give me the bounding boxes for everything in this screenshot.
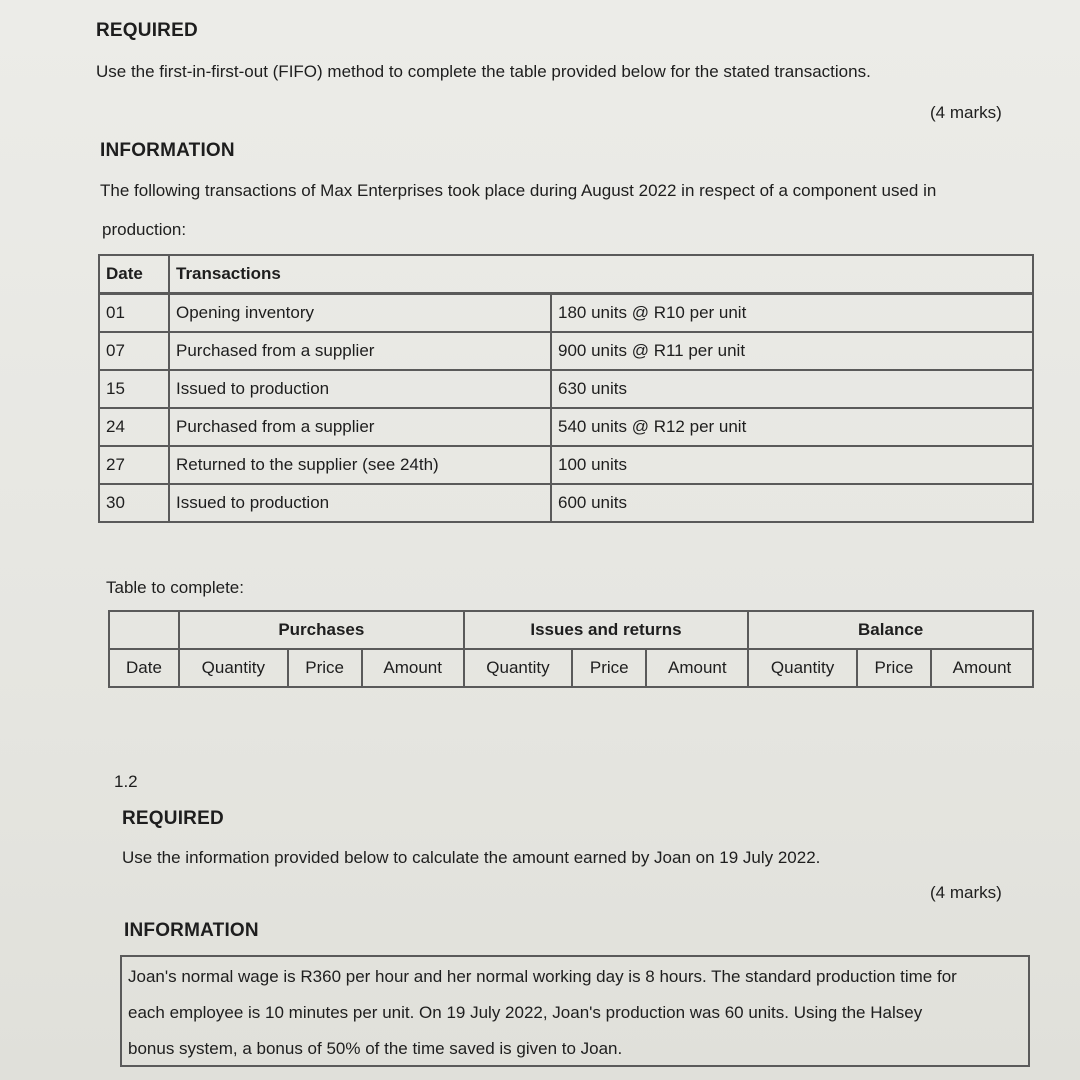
info-line1: Joan's normal wage is R360 per hour and her normal working day is 8 hours. The standard production time for bbox=[128, 967, 957, 986]
date-group-blank bbox=[109, 611, 179, 649]
row-date: 07 bbox=[99, 332, 169, 370]
row-date: 30 bbox=[99, 484, 169, 522]
intro-text-line2: production: bbox=[102, 220, 187, 239]
col-date: Date bbox=[109, 649, 179, 687]
fifo-instruction: Use the first-in-first-out (FIFO) method to complete the table provided below for the stated transactions. bbox=[96, 62, 871, 81]
row-detail: 180 units @ R10 per unit bbox=[551, 294, 1033, 333]
col-purchases-quantity: Quantity bbox=[179, 649, 288, 687]
row-detail: 600 units bbox=[551, 484, 1033, 522]
row-description: Returned to the supplier (see 24th) bbox=[169, 446, 551, 484]
group-issues-returns: Issues and returns bbox=[464, 611, 749, 649]
header-date: Date bbox=[99, 255, 169, 294]
row-detail: 630 units bbox=[551, 370, 1033, 408]
row-date: 01 bbox=[99, 294, 169, 333]
row-date: 24 bbox=[99, 408, 169, 446]
transactions-header-row bbox=[99, 255, 1033, 294]
joan-instruction: Use the information provided below to calculate the amount earned by Joan on 19 July 2022. bbox=[122, 848, 821, 867]
marks-label: (4 marks) bbox=[930, 103, 1002, 122]
transactions-table bbox=[98, 254, 1034, 523]
col-balance-amount: Amount bbox=[931, 649, 1033, 687]
group-header-row bbox=[109, 611, 1033, 649]
table-row bbox=[99, 446, 1033, 484]
fifo-table-to-complete bbox=[108, 610, 1034, 688]
info-line2: each employee is 10 minutes per unit. On 19 July 2022, Joan's production was 60 units. Using the Halsey bbox=[128, 1003, 923, 1022]
table-row bbox=[99, 370, 1033, 408]
row-description: Issued to production bbox=[169, 484, 551, 522]
joan-information-box bbox=[120, 955, 1030, 1067]
col-issues-amount: Amount bbox=[646, 649, 748, 687]
row-description: Opening inventory bbox=[169, 294, 551, 333]
col-purchases-amount: Amount bbox=[362, 649, 464, 687]
group-purchases: Purchases bbox=[179, 611, 464, 649]
intro-text-line1: The following transactions of Max Enterprises took place during August 2022 in respect of a component used in bbox=[100, 181, 937, 200]
row-detail: 540 units @ R12 per unit bbox=[551, 408, 1033, 446]
marks-label-2: (4 marks) bbox=[930, 883, 1002, 902]
row-detail: 100 units bbox=[551, 446, 1033, 484]
col-balance-quantity: Quantity bbox=[748, 649, 857, 687]
row-description: Issued to production bbox=[169, 370, 551, 408]
information-heading-2: INFORMATION bbox=[124, 920, 259, 941]
row-description: Purchased from a supplier bbox=[169, 408, 551, 446]
row-date: 27 bbox=[99, 446, 169, 484]
col-issues-quantity: Quantity bbox=[464, 649, 573, 687]
info-line3: bonus system, a bonus of 50% of the time saved is given to Joan. bbox=[128, 1039, 623, 1058]
row-detail: 900 units @ R11 per unit bbox=[551, 332, 1033, 370]
row-date: 15 bbox=[99, 370, 169, 408]
row-description: Purchased from a supplier bbox=[169, 332, 551, 370]
header-transactions: Transactions bbox=[169, 255, 1033, 294]
table-row bbox=[99, 484, 1033, 522]
table-row bbox=[99, 332, 1033, 370]
column-header-row bbox=[109, 649, 1033, 687]
group-balance: Balance bbox=[748, 611, 1033, 649]
table-to-complete-label: Table to complete: bbox=[106, 578, 244, 597]
col-balance-price: Price bbox=[857, 649, 931, 687]
table-row bbox=[99, 408, 1033, 446]
col-purchases-price: Price bbox=[288, 649, 362, 687]
information-heading: INFORMATION bbox=[100, 140, 235, 161]
required-heading: REQUIRED bbox=[96, 20, 198, 41]
question-number: 1.2 bbox=[114, 772, 138, 791]
table-row bbox=[99, 294, 1033, 333]
col-issues-price: Price bbox=[572, 649, 646, 687]
required-heading-2: REQUIRED bbox=[122, 808, 224, 829]
